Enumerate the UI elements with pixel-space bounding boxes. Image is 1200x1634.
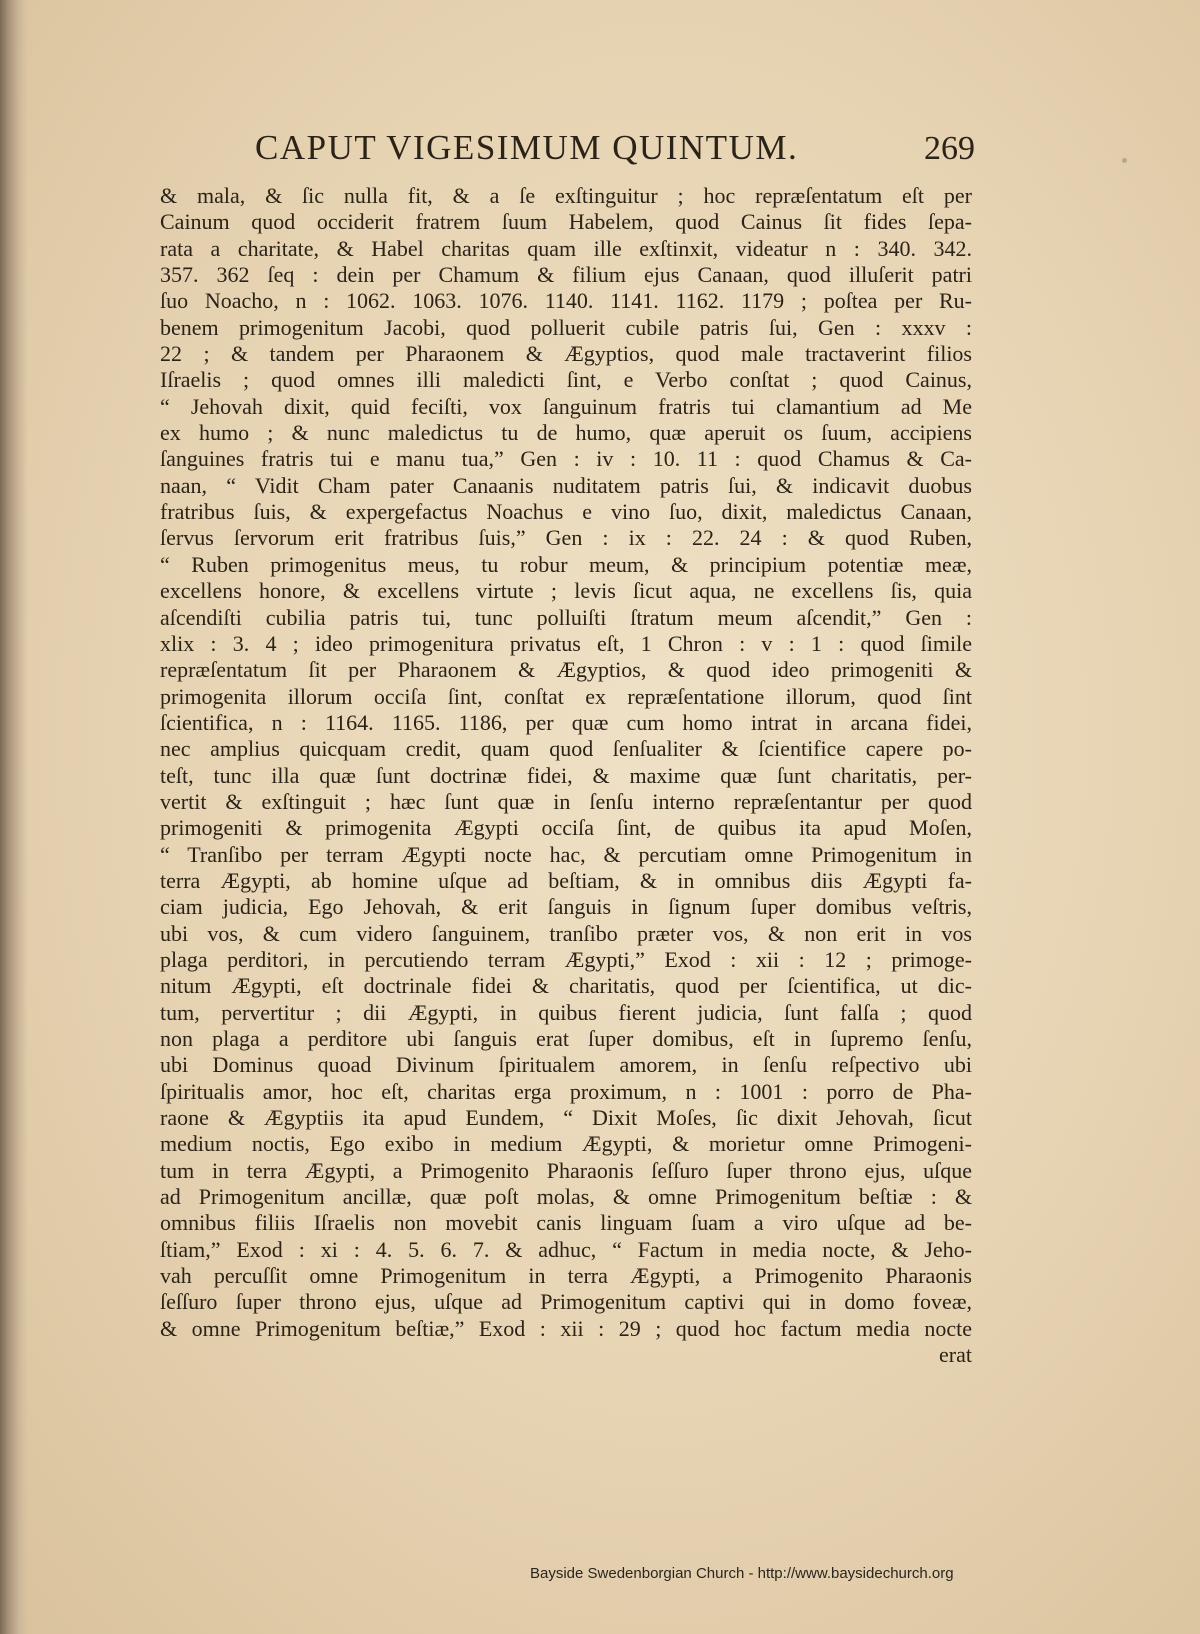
footer-credit: Bayside Swedenborgian Church - http://www.baysidechurch.org: [530, 1565, 954, 1582]
text-line: & omne Primogenitum beſtiæ,” Exod : xii : 29 ; quod hoc factum media nocte: [160, 1315, 972, 1341]
paper-speck: [1122, 158, 1127, 163]
text-line: ubi Dominus quoad Divinum ſpiritualem amorem, in ſenſu reſpectivo ubi: [160, 1052, 972, 1078]
text-line: 357. 362 ſeq : dein per Chamum & filium ejus Canaan, quod illuſerit patri: [160, 262, 972, 288]
text-line: tum, pervertitur ; dii Ægypti, in quibus fierent judicia, ſunt falſa ; quod: [160, 999, 972, 1025]
text-line: teſt, tunc illa quæ ſunt doctrinæ fidei, & maxime quæ ſunt charitatis, per-: [160, 762, 972, 788]
text-line: naan, “ Vidit Cham pater Canaanis nuditatem patris ſui, & indicavit duobus: [160, 472, 972, 498]
text-line: Iſraelis ; quod omnes illi maledicti ſint, e Verbo conſtat ; quod Cainus,: [160, 367, 972, 393]
text-line: ſuo Noacho, n : 1062. 1063. 1076. 1140. 1141. 1162. 1179 ; poſtea per Ru-: [160, 288, 972, 314]
text-line: “ Tranſibo per terram Ægypti nocte hac, & percutiam omne Primogenitum in: [160, 841, 972, 867]
catchword: erat: [939, 1342, 972, 1368]
running-title: CAPUT VIGESIMUM QUINTUM.: [255, 128, 799, 167]
text-line: & mala, & ſic nulla fit, & a ſe exſtinguitur ; hoc repræſentatum eſt per: [160, 183, 972, 208]
text-line: ciam judicia, Ego Jehovah, & erit ſanguis in ſignum ſuper domibus veſtris,: [160, 894, 972, 920]
text-line: fratribus ſuis, & expergefactus Noachus e vino ſuo, dixit, maledictus Canaan,: [160, 499, 972, 525]
text-line: ſtiam,” Exod : xi : 4. 5. 6. 7. & adhuc, “ Factum in media nocte, & Jeho-: [160, 1236, 972, 1262]
text-line: vah percuſſit omne Primogenitum in terra Ægypti, a Primogenito Pharaonis: [160, 1263, 972, 1289]
text-line: medium noctis, Ego exibo in medium Ægypti, & morietur omne Primogeni-: [160, 1131, 972, 1157]
text-line: ubi vos, & cum videro ſanguinem, tranſibo præter vos, & non erit in vos: [160, 920, 972, 946]
page-gutter-shadow: [0, 0, 28, 1634]
text-line: ſeſſuro ſuper throno ejus, uſque ad Primogenitum captivi qui in domo foveæ,: [160, 1289, 972, 1315]
text-line: tum in terra Ægypti, a Primogenito Pharaonis ſeſſuro ſuper throno ejus, uſque: [160, 1157, 972, 1183]
text-line: non plaga a perditore ubi ſanguis erat ſuper domibus, eſt in ſupremo ſenſu,: [160, 1026, 972, 1051]
text-line: ſpiritualis amor, hoc eſt, charitas erga proximum, n : 1001 : porro de Pha-: [160, 1078, 972, 1104]
text-line: terra Ægypti, ab homine uſque ad beſtiam, & in omnibus diis Ægypti fa-: [160, 867, 972, 893]
text-line: primogenita illorum occiſa ſint, conſtat ex repræſentatione illorum, quod ſint: [160, 683, 972, 709]
text-line: ad Primogenitum ancillæ, quæ poſt molas, & omne Primogenitum beſtiæ : &: [160, 1184, 972, 1210]
text-line: rata a charitate, & Habel charitas quam ille exſtinxit, videatur n : 340. 342.: [160, 235, 972, 261]
text-line: omnibus filiis Iſraelis non movebit canis linguam ſuam a viro uſque ad be-: [160, 1210, 972, 1236]
text-line: repræſentatum ſit per Pharaonem & Ægyptios, & quod ideo primogeniti &: [160, 657, 972, 683]
text-line: nec amplius quicquam credit, quam quod ſenſualiter & ſcientifice capere po-: [160, 736, 972, 762]
text-line: ſanguines fratris tui e manu tua,” Gen : iv : 10. 11 : quod Chamus & Ca-: [160, 446, 972, 472]
text-line: plaga perditori, in percutiendo terram Ægypti,” Exod : xii : 12 ; primoge-: [160, 946, 972, 972]
text-line: benem primogenitum Jacobi, quod polluerit cubile patris ſui, Gen : xxxv :: [160, 314, 972, 340]
text-line: excellens honore, & excellens virtute ; levis ſicut aqua, ne excellens ſis, quia: [160, 578, 972, 604]
text-line: raone & Ægyptiis ita apud Eundem, “ Dixit Moſes, ſic dixit Jehovah, ſicut: [160, 1105, 972, 1131]
text-line: “ Jehovah dixit, quid feciſti, vox ſanguinum fratris tui clamantium ad Me: [160, 393, 972, 419]
text-line: aſcendiſti cubilia patris tui, tunc polluiſti ſtratum meum aſcendit,” Gen :: [160, 604, 972, 630]
text-line: xlix : 3. 4 ; ideo primogenitura privatus eſt, 1 Chron : v : 1 : quod ſimile: [160, 630, 972, 656]
text-line: ſcientifica, n : 1164. 1165. 1186, per quæ cum homo intrat in arcana fidei,: [160, 709, 972, 735]
text-line: 22 ; & tandem per Pharaonem & Ægyptios, quod male tractaverint filios: [160, 341, 972, 367]
text-line: primogeniti & primogenita Ægypti occiſa ſint, de quibus ita apud Moſen,: [160, 815, 972, 841]
text-line: “ Ruben primogenitus meus, tu robur meum, & principium potentiæ meæ,: [160, 551, 972, 577]
text-line: ex humo ; & nunc maledictus tu de humo, quæ aperuit os ſuum, accipiens: [160, 420, 972, 446]
page-header: [255, 128, 985, 178]
text-line: nitum Ægypti, eſt doctrinale fidei & charitatis, quod per ſcientifica, ut dic-: [160, 973, 972, 999]
body-text: [160, 183, 972, 1368]
page-number: 269: [924, 130, 975, 167]
text-line: vertit & exſtinguit ; hæc ſunt quæ in ſenſu interno repræſentantur per quod: [160, 788, 972, 814]
text-line: ſervus ſervorum erit fratribus ſuis,” Gen : ix : 22. 24 : & quod Ruben,: [160, 525, 972, 551]
text-line: Cainum quod occiderit fratrem ſuum Habelem, quod Cainus ſit fides ſepa-: [160, 209, 972, 235]
